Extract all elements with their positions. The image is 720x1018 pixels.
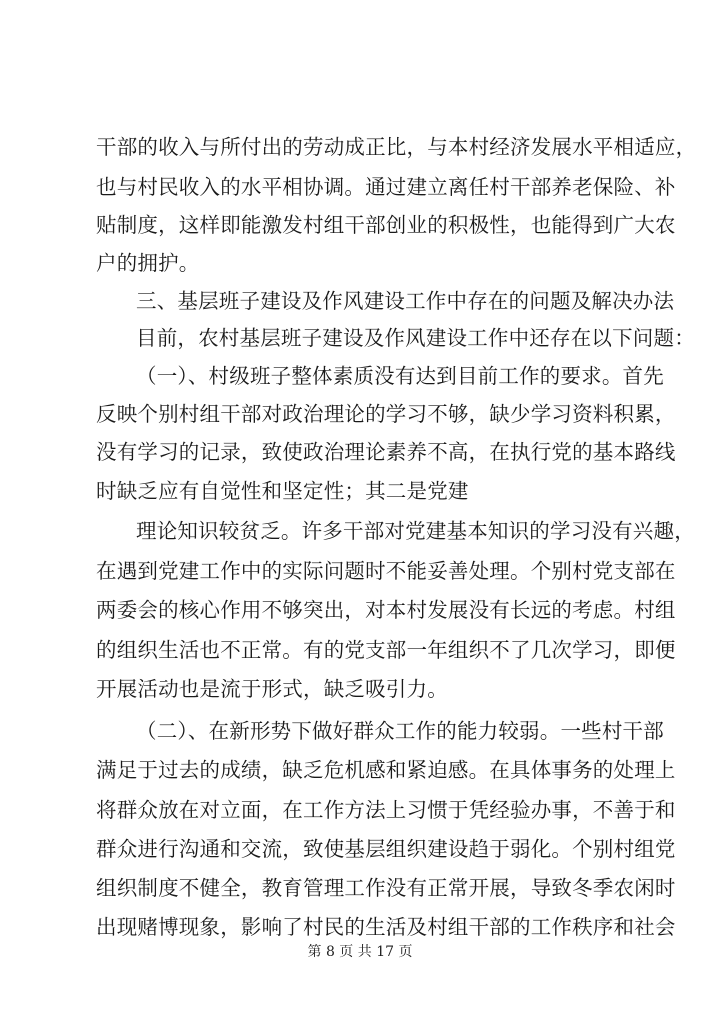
text-line: 群众进行沟通和交流，致使基层组织建设趋于弱化。个别村组党 <box>96 837 676 861</box>
text-line: 满足于过去的成绩，缺乏危机感和紧迫感。在具体事务的处理上 <box>96 758 676 782</box>
text-line: 干部的收入与所付出的劳动成正比，与本村经济发展水平相适应， <box>96 135 697 159</box>
text-line: 反映个别村组干部对政治理论的学习不够，缺少学习资料积累， <box>96 402 676 426</box>
page-number-footer: 第 8 页 共 17 页 <box>307 944 413 960</box>
text-line: 两委会的核心作用不够突出，对本村发展没有长远的考虑。村组 <box>96 598 676 622</box>
text-line: 理论知识较贫乏。许多干部对党建基本知识的学习没有兴趣， <box>136 519 695 543</box>
text-line: （二）、在新形势下做好群众工作的能力较弱。一些村干部 <box>136 719 664 743</box>
text-line: 将群众放在对立面，在工作方法上习惯于凭经验办事，不善于和 <box>96 798 676 822</box>
text-line: 户的拥护。 <box>96 251 200 275</box>
text-line: 贴制度，这样即能激发村组干部创业的积极性，也能得到广大农 <box>96 213 676 237</box>
text-line: 出现赌博现象，影响了村民的生活及村组干部的工作秩序和社会 <box>96 915 676 939</box>
text-line: 开展活动也是流于形式，缺乏吸引力。 <box>96 677 448 701</box>
text-line: （一）、村级班子整体素质没有达到目前工作的要求。首先 <box>136 364 664 388</box>
section-heading: 三、基层班子建设及作风建设工作中存在的问题及解决办法 <box>136 289 675 313</box>
text-line: 组织制度不健全，教育管理工作没有正常开展，导致冬季农闲时 <box>96 876 676 900</box>
text-line: 目前，农村基层班子建设及作风建设工作中还存在以下问题： <box>136 326 695 350</box>
text-line: 也与村民收入的水平相协调。通过建立离任村干部养老保险、补 <box>96 175 676 199</box>
text-line: 在遇到党建工作中的实际问题时不能妥善处理。个别村党支部在 <box>96 559 676 583</box>
text-line: 没有学习的记录，致使政治理论素养不高，在执行党的基本路线 <box>96 440 676 464</box>
text-line: 的组织生活也不正常。有的党支部一年组织不了几次学习，即便 <box>96 638 676 662</box>
text-line: 时缺乏应有自觉性和坚定性；其二是党建 <box>96 479 469 503</box>
